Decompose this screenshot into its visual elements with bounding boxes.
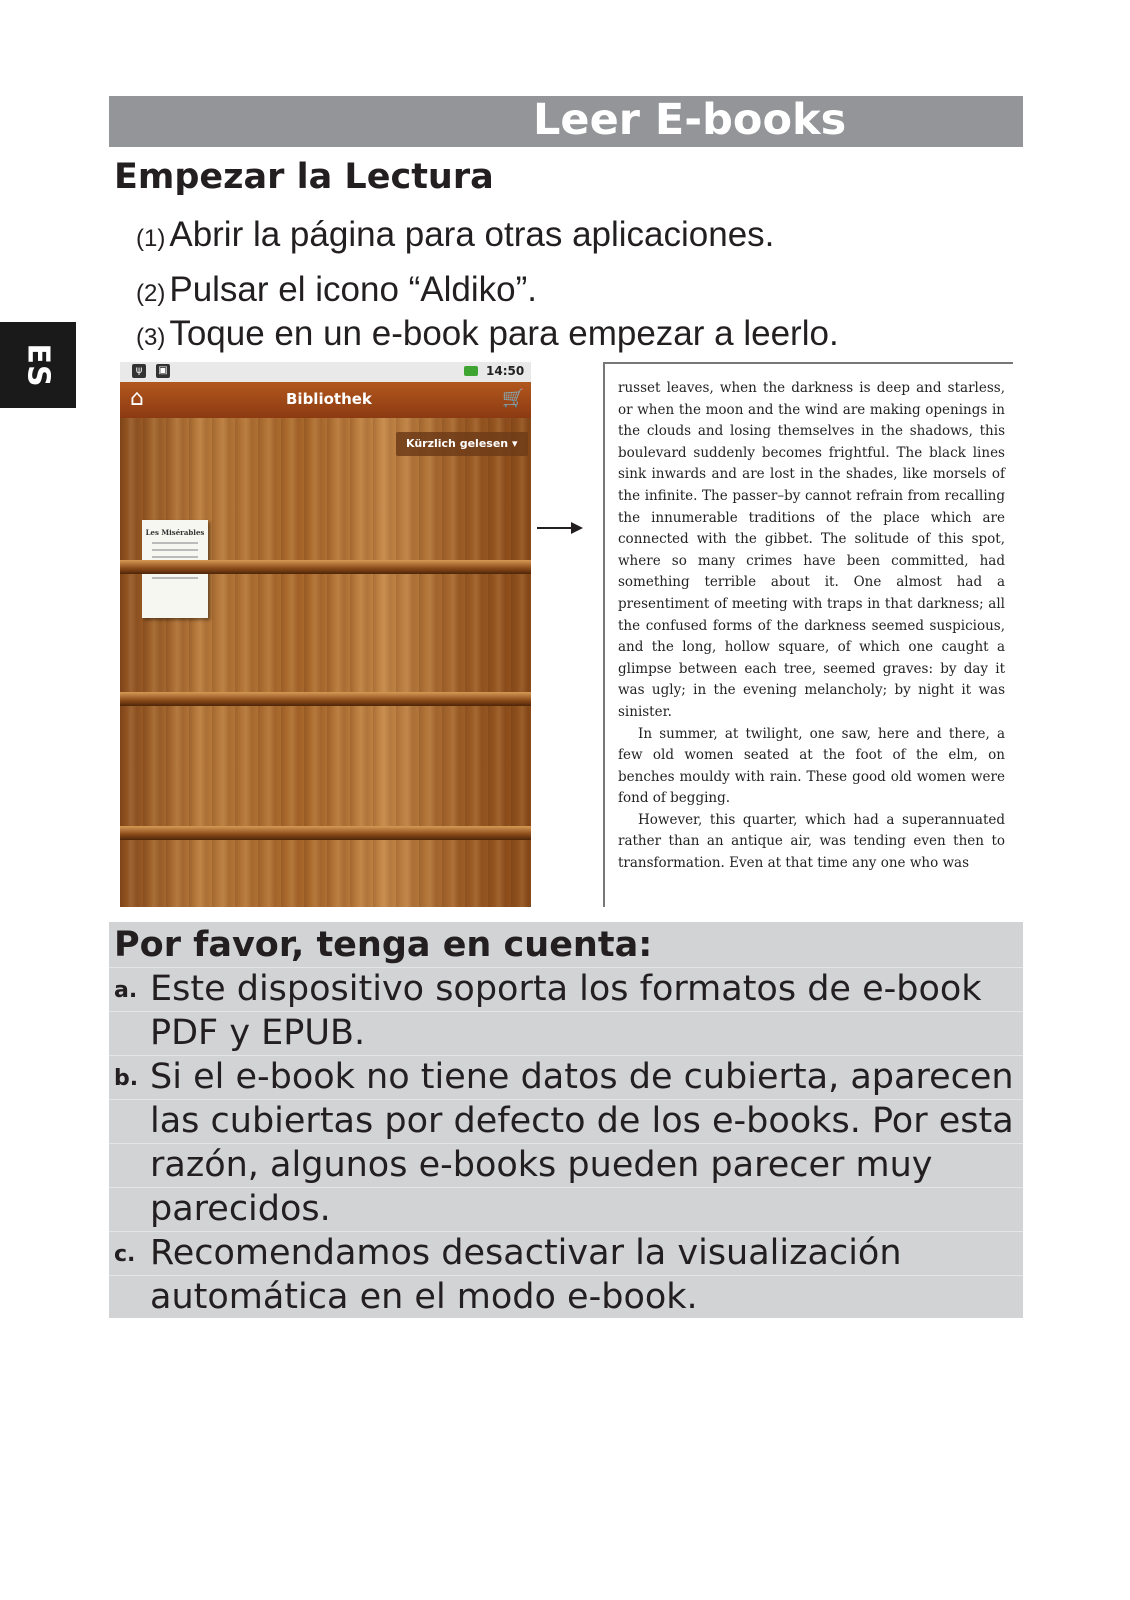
- step-1: [136, 213, 774, 261]
- step-text: Abrir la página para otras aplicaciones.: [169, 215, 775, 254]
- sort-label: Kürzlich gelesen: [406, 437, 509, 450]
- sort-dropdown[interactable]: [396, 432, 528, 456]
- usb-icon: ψ: [132, 364, 146, 378]
- notification-icon: ▣: [156, 364, 170, 378]
- note-item-line: Recomendamos desactivar la visualización: [150, 1233, 902, 1273]
- cart-icon[interactable]: 🛒: [502, 388, 525, 409]
- reading-paragraph: In summer, at twilight, one saw, here and there, a few old women seated at the foot of the elm, on benches mouldy with rain. These good old women were fond of begging.: [618, 725, 1005, 807]
- note-heading: Por favor, tenga en cuenta:: [114, 925, 653, 965]
- shelf-plank: [120, 692, 531, 706]
- arrow-right-icon: [535, 520, 585, 536]
- home-icon[interactable]: ⌂: [130, 386, 144, 411]
- book-title: Les Misérables: [145, 528, 205, 537]
- battery-icon: [464, 366, 478, 376]
- step-3: [136, 312, 839, 360]
- step-number: (3): [136, 324, 166, 351]
- note-item-line: Si el e-book no tiene datos de cubierta, aparecen: [150, 1057, 1014, 1097]
- step-text: Toque en un e-book para empezar a leerlo.: [169, 314, 839, 353]
- language-label: ES: [20, 342, 56, 388]
- step-number: (2): [136, 280, 166, 307]
- title-bar: [109, 96, 1023, 147]
- shelf-plank: [120, 560, 531, 574]
- reading-screenshot: [603, 362, 1013, 907]
- app-title: Bibliothek: [286, 390, 372, 408]
- page-title: Leer E-books: [533, 95, 847, 145]
- status-time: 14:50: [486, 364, 525, 378]
- note-item-line: razón, algunos e-books pueden parecer muy: [150, 1145, 933, 1185]
- reading-paragraph: russet leaves, when the darkness is deep and starless, or when the moon and the wind are making openings in the clouds and losing themselves in the shadows, this boulevard suddenly becomes frightful. The black lines sink inwards and are lost in the shades, like morsels of the infinite. The passer–by cannot refrain from recalling the innumerable traditions of the place which are connected with the gibbet. The solitude of this spot, where so many crimes have been committed, had something terrible about it. One almost had a presentiment of meeting with traps in that darkness; all the confused forms of the darkness seemed suspicious, and the long, hollow square, of which one caught a glimpse between each tree, seemed graves: by day it was ugly; in the evening melancholy; by night it was sinister.: [618, 380, 1005, 720]
- note-box: [109, 922, 1023, 1318]
- reading-paragraph: However, this quarter, which had a superannuated rather than an antique air, was tending even then to transformation. Even at that time any one who was: [618, 811, 1005, 872]
- note-item-line: parecidos.: [150, 1189, 331, 1229]
- step-number: (1): [136, 225, 166, 252]
- step-text: Pulsar el icono “Aldiko”.: [169, 270, 537, 309]
- section-heading: Empezar la Lectura: [114, 157, 494, 197]
- app-bar: [120, 382, 531, 418]
- reading-text: [618, 378, 1005, 875]
- note-item-line: PDF y EPUB.: [150, 1013, 366, 1053]
- language-tab: [0, 322, 76, 408]
- note-item-letter: a.: [114, 978, 138, 1003]
- note-item-line: automática en el modo e-book.: [150, 1277, 698, 1317]
- library-screenshot: [120, 362, 531, 907]
- note-item-letter: c.: [114, 1242, 136, 1267]
- chevron-down-icon: ▾: [511, 437, 518, 450]
- note-item-line: Este dispositivo soporta los formatos de e-book: [150, 969, 982, 1009]
- bookshelf: [120, 418, 531, 907]
- step-2: [136, 268, 537, 316]
- status-bar: [120, 362, 531, 382]
- note-item-line: las cubiertas por defecto de los e-books. Por esta: [150, 1101, 1014, 1141]
- shelf-plank: [120, 826, 531, 840]
- note-item-letter: b.: [114, 1066, 139, 1091]
